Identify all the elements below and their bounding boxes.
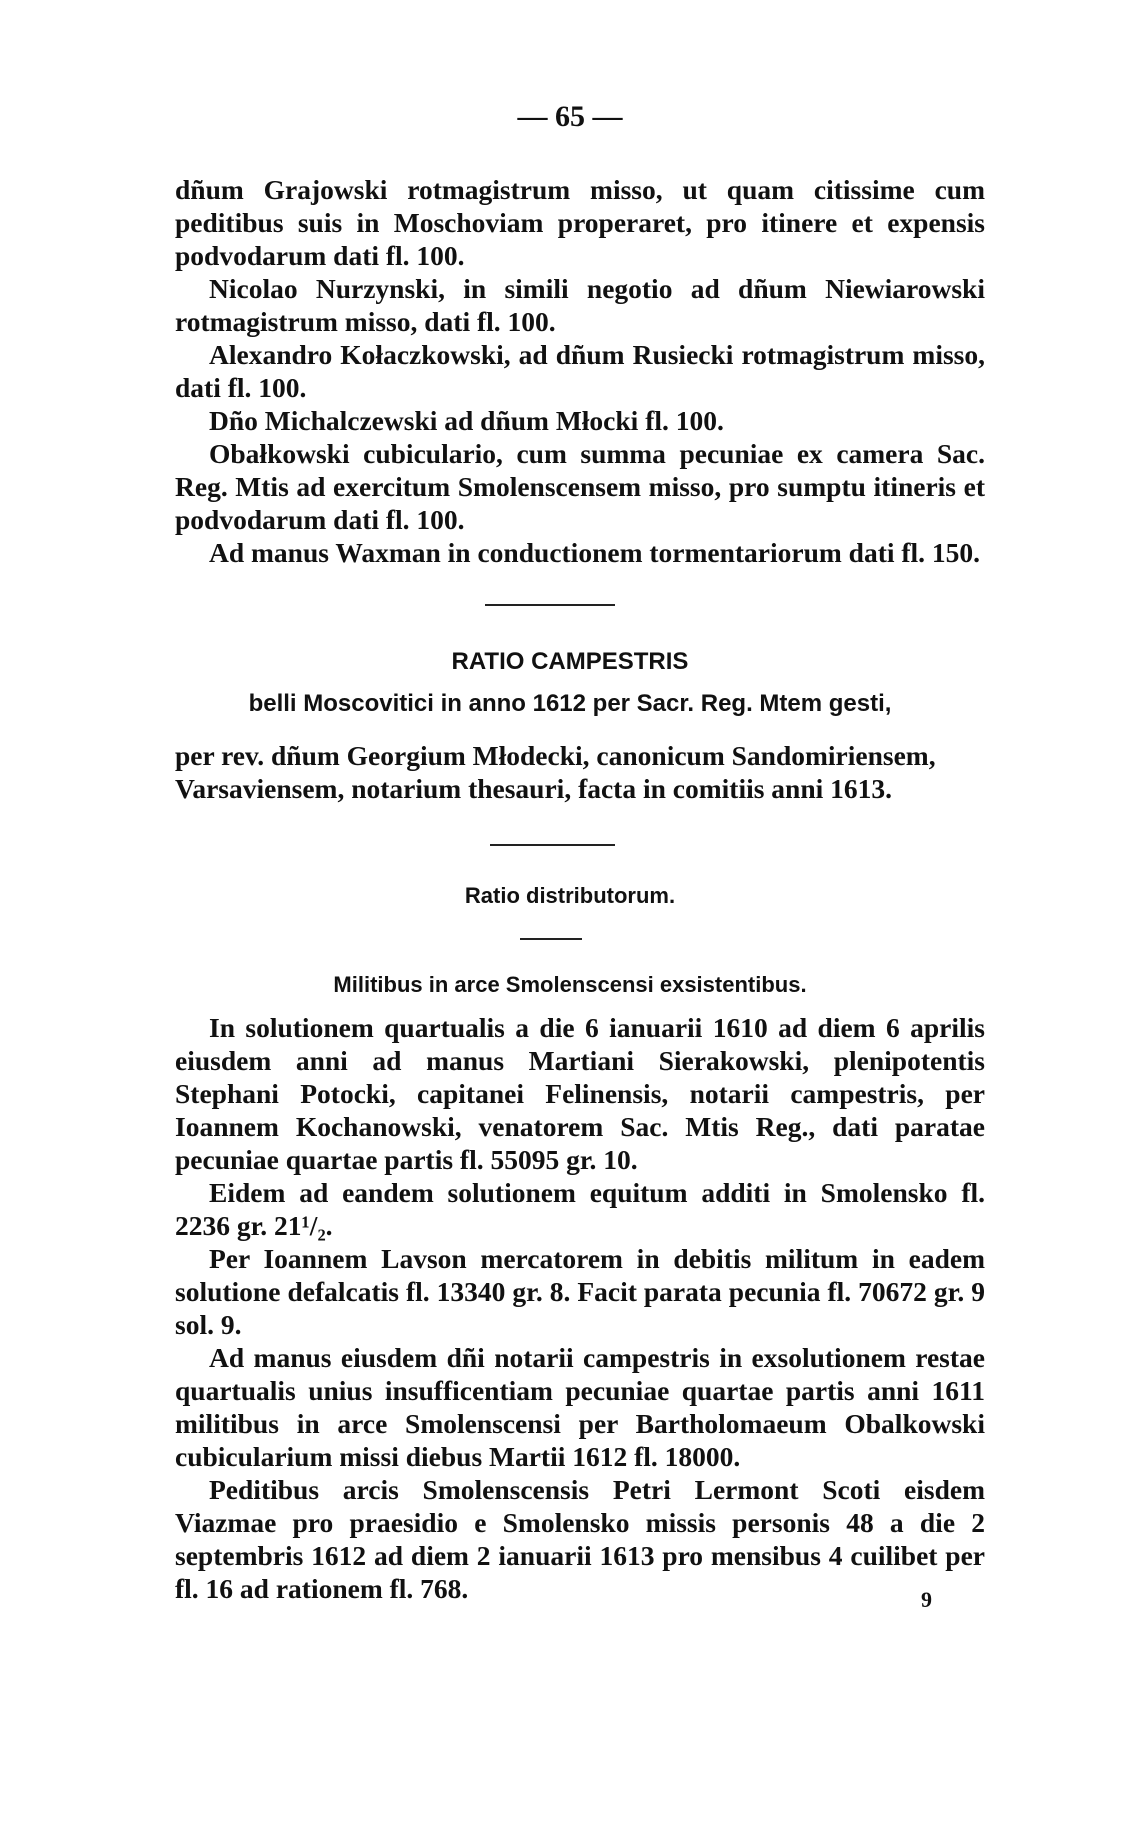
section-intro: per rev. dñum Georgium Młodecki, canonicum Sandomiriensem, Varsaviensem, notarium thesauri, facta in comitiis anni 1613. [175,740,936,804]
body-paragraph: In solutionem quartualis a die 6 ianuarii 1610 ad diem 6 aprilis eiusdem anni ad manus Martiani Sierakowski, plenipotentis Stephani Potocki, capitanei Felinensis, notarii campestris, per Ioannem Kochanowski, venatorem Sac. Mtis Reg., dati paratae pecuniae quartae partis fl. 55095 gr. 10. [175,1012,985,1175]
section-intro-block [175,739,985,805]
body-entries [175,1011,985,1605]
signature-mark: 9 [921,1587,932,1612]
top-entries [175,173,985,569]
entry-paragraph: Obałkowski cubiculario, cum summa pecuniae ex camera Sac. Reg. Mtis ad exercitum Smolenscensem misso, pro sumptu itineris et podvodarum dati fl. 100. [175,438,985,535]
entry-paragraph: Nicolao Nurzynski, in simili negotio ad dñum Niewiarowski rotmagistrum misso, dati fl. 100. [175,273,985,337]
divider-rule [520,938,582,940]
body-paragraph: Eidem ad eandem solutionem equitum additi in Smolensko fl. 2236 gr. 21¹/₂. [175,1177,985,1241]
body-paragraph: Ad manus eiusdem dñi notarii campestris in exsolutionem restae quartualis unius insufficentiam pecuniae quartae partis anni 1611 militibus in arce Smolenscensi per Bartholomaeum Obalkowski cubicularium missi diebus Martii 1612 fl. 18000. [175,1342,985,1472]
body-paragraph: Peditibus arcis Smolenscensis Petri Lermont Scoti eisdem Viazmae pro praesidio e Smolensko missis personis 48 a die 2 septembris 1612 ad diem 2 ianuarii 1613 pro mensibus 4 cuilibet per fl. 16 ad rationem fl. 768. [175,1474,985,1604]
entry-paragraph: Dño Michalczewski ad dñum Młocki fl. 100. [209,405,724,436]
entry-paragraph: Alexandro Kołaczkowski, ad dñum Rusiecki rotmagistrum misso, dati fl. 100. [175,339,985,403]
page-number: — 65 — [517,100,623,133]
entry-paragraph: Ad manus Waxman in conductionem tormentariorum dati fl. 150. [209,537,981,568]
entry-paragraph: dñum Grajowski rotmagistrum misso, ut quam citissime cum peditibus suis in Moschoviam properaret, pro itinere et expensis podvodarum dati fl. 100. [175,174,985,271]
subheading: Ratio distributorum. [464,883,676,908]
subsubheading: Militibus in arce Smolenscensi exsistentibus. [333,972,807,997]
section-subtitle: belli Moscovitici in anno 1612 per Sacr. Reg. Mtem gesti, [248,690,892,717]
divider-rule [485,604,615,606]
body-paragraph: Per Ioannem Lavson mercatorem in debitis militum in eadem solutione defalcatis fl. 13340 gr. 8. Facit parata pecunia fl. 70672 gr. 9 sol. 9. [175,1243,985,1340]
section-title: RATIO CAMPESTRIS [451,648,689,675]
divider-rule [490,844,615,846]
